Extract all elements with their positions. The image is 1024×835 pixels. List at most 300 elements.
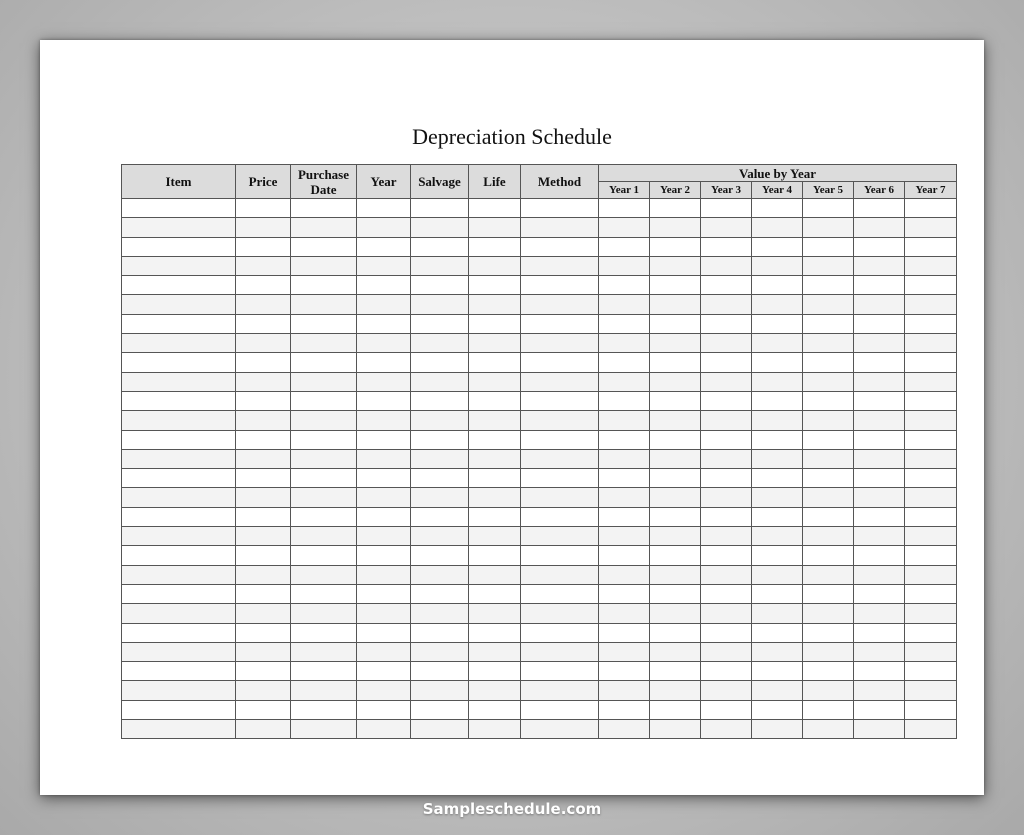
table-cell[interactable] (357, 334, 411, 353)
table-cell[interactable] (291, 507, 357, 526)
table-cell[interactable] (752, 546, 803, 565)
table-cell[interactable] (803, 237, 854, 256)
table-cell[interactable] (803, 218, 854, 237)
table-cell[interactable] (236, 584, 291, 603)
table-cell[interactable] (291, 623, 357, 642)
table-cell[interactable] (854, 700, 905, 719)
table-cell[interactable] (854, 314, 905, 333)
table-cell[interactable] (291, 218, 357, 237)
table-cell[interactable] (357, 430, 411, 449)
table-cell[interactable] (357, 623, 411, 642)
table-cell[interactable] (469, 662, 521, 681)
table-cell[interactable] (752, 642, 803, 661)
table-cell[interactable] (803, 295, 854, 314)
table-cell[interactable] (469, 720, 521, 739)
table-cell[interactable] (469, 507, 521, 526)
table-cell[interactable] (411, 295, 469, 314)
table-cell[interactable] (752, 681, 803, 700)
table-cell[interactable] (411, 256, 469, 275)
table-cell[interactable] (521, 488, 599, 507)
table-cell[interactable] (752, 314, 803, 333)
table-cell[interactable] (291, 334, 357, 353)
table-cell[interactable] (236, 720, 291, 739)
table-cell[interactable] (803, 256, 854, 275)
table-cell[interactable] (854, 237, 905, 256)
table-cell[interactable] (752, 411, 803, 430)
table-cell[interactable] (701, 604, 752, 623)
table-cell[interactable] (905, 681, 957, 700)
table-cell[interactable] (803, 391, 854, 410)
table-cell[interactable] (122, 199, 236, 218)
table-cell[interactable] (650, 507, 701, 526)
table-cell[interactable] (122, 411, 236, 430)
table-cell[interactable] (650, 488, 701, 507)
table-cell[interactable] (752, 662, 803, 681)
table-cell[interactable] (803, 488, 854, 507)
table-cell[interactable] (236, 372, 291, 391)
table-cell[interactable] (411, 449, 469, 468)
table-cell[interactable] (752, 584, 803, 603)
table-cell[interactable] (236, 218, 291, 237)
table-cell[interactable] (701, 218, 752, 237)
table-cell[interactable] (521, 700, 599, 719)
table-cell[interactable] (701, 546, 752, 565)
table-cell[interactable] (905, 276, 957, 295)
table-cell[interactable] (803, 681, 854, 700)
table-cell[interactable] (905, 604, 957, 623)
table-cell[interactable] (752, 604, 803, 623)
table-cell[interactable] (650, 334, 701, 353)
table-cell[interactable] (122, 334, 236, 353)
table-cell[interactable] (411, 218, 469, 237)
table-cell[interactable] (357, 256, 411, 275)
table-cell[interactable] (752, 488, 803, 507)
table-cell[interactable] (854, 681, 905, 700)
table-cell[interactable] (803, 584, 854, 603)
table-cell[interactable] (854, 256, 905, 275)
table-cell[interactable] (854, 449, 905, 468)
table-cell[interactable] (701, 199, 752, 218)
table-cell[interactable] (291, 662, 357, 681)
table-cell[interactable] (236, 642, 291, 661)
table-cell[interactable] (854, 199, 905, 218)
table-cell[interactable] (701, 391, 752, 410)
table-cell[interactable] (854, 662, 905, 681)
table-cell[interactable] (599, 391, 650, 410)
table-cell[interactable] (469, 584, 521, 603)
table-cell[interactable] (122, 700, 236, 719)
table-cell[interactable] (357, 276, 411, 295)
table-cell[interactable] (411, 681, 469, 700)
table-cell[interactable] (411, 488, 469, 507)
table-cell[interactable] (357, 565, 411, 584)
table-cell[interactable] (854, 469, 905, 488)
table-cell[interactable] (411, 565, 469, 584)
table-cell[interactable] (803, 604, 854, 623)
table-cell[interactable] (752, 507, 803, 526)
table-cell[interactable] (650, 623, 701, 642)
table-cell[interactable] (411, 411, 469, 430)
table-cell[interactable] (701, 565, 752, 584)
table-cell[interactable] (854, 546, 905, 565)
table-cell[interactable] (701, 276, 752, 295)
table-cell[interactable] (905, 353, 957, 372)
table-cell[interactable] (803, 411, 854, 430)
table-cell[interactable] (803, 353, 854, 372)
table-cell[interactable] (357, 488, 411, 507)
table-cell[interactable] (905, 295, 957, 314)
table-cell[interactable] (411, 430, 469, 449)
table-cell[interactable] (521, 623, 599, 642)
table-cell[interactable] (701, 295, 752, 314)
table-cell[interactable] (291, 276, 357, 295)
table-cell[interactable] (469, 276, 521, 295)
table-cell[interactable] (521, 681, 599, 700)
table-cell[interactable] (357, 218, 411, 237)
table-cell[interactable] (752, 527, 803, 546)
table-cell[interactable] (521, 353, 599, 372)
table-cell[interactable] (599, 584, 650, 603)
table-cell[interactable] (122, 276, 236, 295)
table-cell[interactable] (803, 276, 854, 295)
table-cell[interactable] (122, 642, 236, 661)
table-cell[interactable] (236, 430, 291, 449)
table-cell[interactable] (236, 623, 291, 642)
table-cell[interactable] (236, 391, 291, 410)
table-cell[interactable] (650, 430, 701, 449)
table-cell[interactable] (357, 372, 411, 391)
table-cell[interactable] (411, 546, 469, 565)
table-cell[interactable] (599, 604, 650, 623)
table-cell[interactable] (122, 314, 236, 333)
table-cell[interactable] (357, 507, 411, 526)
table-cell[interactable] (650, 565, 701, 584)
table-cell[interactable] (905, 720, 957, 739)
table-cell[interactable] (291, 449, 357, 468)
table-cell[interactable] (650, 584, 701, 603)
table-cell[interactable] (357, 584, 411, 603)
table-cell[interactable] (701, 623, 752, 642)
table-cell[interactable] (701, 314, 752, 333)
table-cell[interactable] (650, 527, 701, 546)
table-cell[interactable] (357, 720, 411, 739)
table-cell[interactable] (521, 314, 599, 333)
table-cell[interactable] (701, 720, 752, 739)
table-cell[interactable] (599, 237, 650, 256)
table-cell[interactable] (599, 218, 650, 237)
table-cell[interactable] (803, 642, 854, 661)
table-cell[interactable] (854, 391, 905, 410)
table-cell[interactable] (599, 314, 650, 333)
table-cell[interactable] (599, 642, 650, 661)
table-cell[interactable] (469, 237, 521, 256)
table-cell[interactable] (650, 256, 701, 275)
table-cell[interactable] (701, 237, 752, 256)
table-cell[interactable] (291, 527, 357, 546)
table-cell[interactable] (291, 565, 357, 584)
table-cell[interactable] (411, 700, 469, 719)
table-cell[interactable] (236, 604, 291, 623)
table-cell[interactable] (905, 411, 957, 430)
table-cell[interactable] (650, 218, 701, 237)
table-cell[interactable] (521, 469, 599, 488)
table-cell[interactable] (803, 430, 854, 449)
table-cell[interactable] (291, 469, 357, 488)
table-cell[interactable] (291, 372, 357, 391)
table-cell[interactable] (752, 353, 803, 372)
table-cell[interactable] (599, 488, 650, 507)
table-cell[interactable] (752, 430, 803, 449)
table-cell[interactable] (469, 604, 521, 623)
table-cell[interactable] (803, 546, 854, 565)
table-cell[interactable] (905, 700, 957, 719)
table-cell[interactable] (752, 295, 803, 314)
table-cell[interactable] (122, 584, 236, 603)
table-cell[interactable] (411, 662, 469, 681)
table-cell[interactable] (469, 295, 521, 314)
table-cell[interactable] (701, 469, 752, 488)
table-cell[interactable] (469, 546, 521, 565)
table-cell[interactable] (905, 584, 957, 603)
table-cell[interactable] (236, 334, 291, 353)
table-cell[interactable] (752, 391, 803, 410)
table-cell[interactable] (701, 527, 752, 546)
table-cell[interactable] (854, 642, 905, 661)
table-cell[interactable] (521, 391, 599, 410)
table-cell[interactable] (803, 507, 854, 526)
table-cell[interactable] (291, 681, 357, 700)
table-cell[interactable] (521, 237, 599, 256)
table-cell[interactable] (752, 623, 803, 642)
table-cell[interactable] (521, 218, 599, 237)
table-cell[interactable] (701, 353, 752, 372)
table-cell[interactable] (469, 449, 521, 468)
table-cell[interactable] (411, 199, 469, 218)
table-cell[interactable] (752, 565, 803, 584)
table-cell[interactable] (854, 276, 905, 295)
table-cell[interactable] (357, 391, 411, 410)
table-cell[interactable] (236, 565, 291, 584)
table-cell[interactable] (701, 256, 752, 275)
table-cell[interactable] (469, 256, 521, 275)
table-cell[interactable] (357, 527, 411, 546)
table-cell[interactable] (291, 700, 357, 719)
table-cell[interactable] (905, 469, 957, 488)
table-cell[interactable] (469, 372, 521, 391)
table-cell[interactable] (521, 430, 599, 449)
table-cell[interactable] (701, 662, 752, 681)
table-cell[interactable] (122, 546, 236, 565)
table-cell[interactable] (122, 353, 236, 372)
table-cell[interactable] (650, 276, 701, 295)
table-cell[interactable] (854, 527, 905, 546)
table-cell[interactable] (701, 488, 752, 507)
table-cell[interactable] (521, 334, 599, 353)
table-cell[interactable] (599, 507, 650, 526)
table-cell[interactable] (599, 334, 650, 353)
table-cell[interactable] (357, 314, 411, 333)
table-cell[interactable] (291, 199, 357, 218)
table-cell[interactable] (599, 199, 650, 218)
table-cell[interactable] (469, 218, 521, 237)
table-cell[interactable] (752, 218, 803, 237)
table-cell[interactable] (752, 720, 803, 739)
table-cell[interactable] (411, 623, 469, 642)
table-cell[interactable] (650, 372, 701, 391)
table-cell[interactable] (803, 334, 854, 353)
table-cell[interactable] (854, 584, 905, 603)
table-cell[interactable] (291, 642, 357, 661)
table-cell[interactable] (752, 199, 803, 218)
table-cell[interactable] (650, 199, 701, 218)
table-cell[interactable] (803, 700, 854, 719)
table-cell[interactable] (122, 256, 236, 275)
table-cell[interactable] (291, 256, 357, 275)
table-cell[interactable] (236, 411, 291, 430)
table-cell[interactable] (236, 314, 291, 333)
table-cell[interactable] (469, 700, 521, 719)
table-cell[interactable] (854, 411, 905, 430)
table-cell[interactable] (650, 449, 701, 468)
table-cell[interactable] (291, 237, 357, 256)
table-cell[interactable] (854, 353, 905, 372)
table-cell[interactable] (803, 527, 854, 546)
table-cell[interactable] (752, 449, 803, 468)
table-cell[interactable] (357, 681, 411, 700)
table-cell[interactable] (701, 584, 752, 603)
table-cell[interactable] (599, 411, 650, 430)
table-cell[interactable] (752, 256, 803, 275)
table-cell[interactable] (411, 276, 469, 295)
table-cell[interactable] (122, 391, 236, 410)
table-cell[interactable] (122, 237, 236, 256)
table-cell[interactable] (521, 449, 599, 468)
table-cell[interactable] (521, 662, 599, 681)
table-cell[interactable] (411, 527, 469, 546)
table-cell[interactable] (905, 662, 957, 681)
table-cell[interactable] (357, 237, 411, 256)
table-cell[interactable] (521, 507, 599, 526)
table-cell[interactable] (650, 314, 701, 333)
table-cell[interactable] (469, 623, 521, 642)
table-cell[interactable] (411, 237, 469, 256)
table-cell[interactable] (411, 507, 469, 526)
table-cell[interactable] (236, 199, 291, 218)
table-cell[interactable] (650, 353, 701, 372)
table-cell[interactable] (599, 256, 650, 275)
table-cell[interactable] (122, 507, 236, 526)
table-cell[interactable] (905, 256, 957, 275)
table-cell[interactable] (905, 391, 957, 410)
table-cell[interactable] (521, 199, 599, 218)
table-cell[interactable] (752, 469, 803, 488)
table-cell[interactable] (803, 449, 854, 468)
table-cell[interactable] (752, 372, 803, 391)
table-cell[interactable] (854, 623, 905, 642)
table-cell[interactable] (803, 662, 854, 681)
table-cell[interactable] (521, 372, 599, 391)
table-cell[interactable] (411, 584, 469, 603)
table-cell[interactable] (291, 391, 357, 410)
table-cell[interactable] (854, 488, 905, 507)
table-cell[interactable] (357, 469, 411, 488)
table-cell[interactable] (854, 507, 905, 526)
table-cell[interactable] (122, 681, 236, 700)
table-cell[interactable] (469, 430, 521, 449)
table-cell[interactable] (599, 430, 650, 449)
table-cell[interactable] (469, 391, 521, 410)
table-cell[interactable] (411, 334, 469, 353)
table-cell[interactable] (599, 276, 650, 295)
table-cell[interactable] (803, 623, 854, 642)
table-cell[interactable] (701, 411, 752, 430)
table-cell[interactable] (411, 372, 469, 391)
table-cell[interactable] (650, 700, 701, 719)
table-cell[interactable] (905, 623, 957, 642)
table-cell[interactable] (599, 546, 650, 565)
table-cell[interactable] (701, 372, 752, 391)
table-cell[interactable] (411, 642, 469, 661)
table-cell[interactable] (854, 565, 905, 584)
table-cell[interactable] (854, 334, 905, 353)
table-cell[interactable] (469, 353, 521, 372)
table-cell[interactable] (521, 720, 599, 739)
table-cell[interactable] (701, 449, 752, 468)
table-cell[interactable] (357, 353, 411, 372)
table-cell[interactable] (752, 700, 803, 719)
table-cell[interactable] (291, 488, 357, 507)
table-cell[interactable] (905, 372, 957, 391)
table-cell[interactable] (905, 314, 957, 333)
table-cell[interactable] (650, 295, 701, 314)
table-cell[interactable] (650, 681, 701, 700)
table-cell[interactable] (357, 546, 411, 565)
table-cell[interactable] (905, 642, 957, 661)
table-cell[interactable] (291, 353, 357, 372)
table-cell[interactable] (854, 372, 905, 391)
table-cell[interactable] (905, 199, 957, 218)
table-cell[interactable] (357, 411, 411, 430)
table-cell[interactable] (905, 546, 957, 565)
table-cell[interactable] (701, 681, 752, 700)
table-cell[interactable] (599, 700, 650, 719)
table-cell[interactable] (701, 430, 752, 449)
table-cell[interactable] (411, 469, 469, 488)
table-cell[interactable] (803, 565, 854, 584)
table-cell[interactable] (854, 604, 905, 623)
table-cell[interactable] (521, 527, 599, 546)
table-cell[interactable] (469, 314, 521, 333)
table-cell[interactable] (236, 295, 291, 314)
table-cell[interactable] (803, 372, 854, 391)
table-cell[interactable] (236, 700, 291, 719)
table-cell[interactable] (803, 720, 854, 739)
table-cell[interactable] (236, 276, 291, 295)
table-cell[interactable] (357, 662, 411, 681)
table-cell[interactable] (291, 411, 357, 430)
table-cell[interactable] (357, 642, 411, 661)
table-cell[interactable] (122, 662, 236, 681)
table-cell[interactable] (122, 372, 236, 391)
table-cell[interactable] (122, 430, 236, 449)
table-cell[interactable] (599, 353, 650, 372)
table-cell[interactable] (905, 218, 957, 237)
table-cell[interactable] (521, 411, 599, 430)
table-cell[interactable] (521, 546, 599, 565)
table-cell[interactable] (236, 681, 291, 700)
table-cell[interactable] (122, 449, 236, 468)
table-cell[interactable] (122, 565, 236, 584)
